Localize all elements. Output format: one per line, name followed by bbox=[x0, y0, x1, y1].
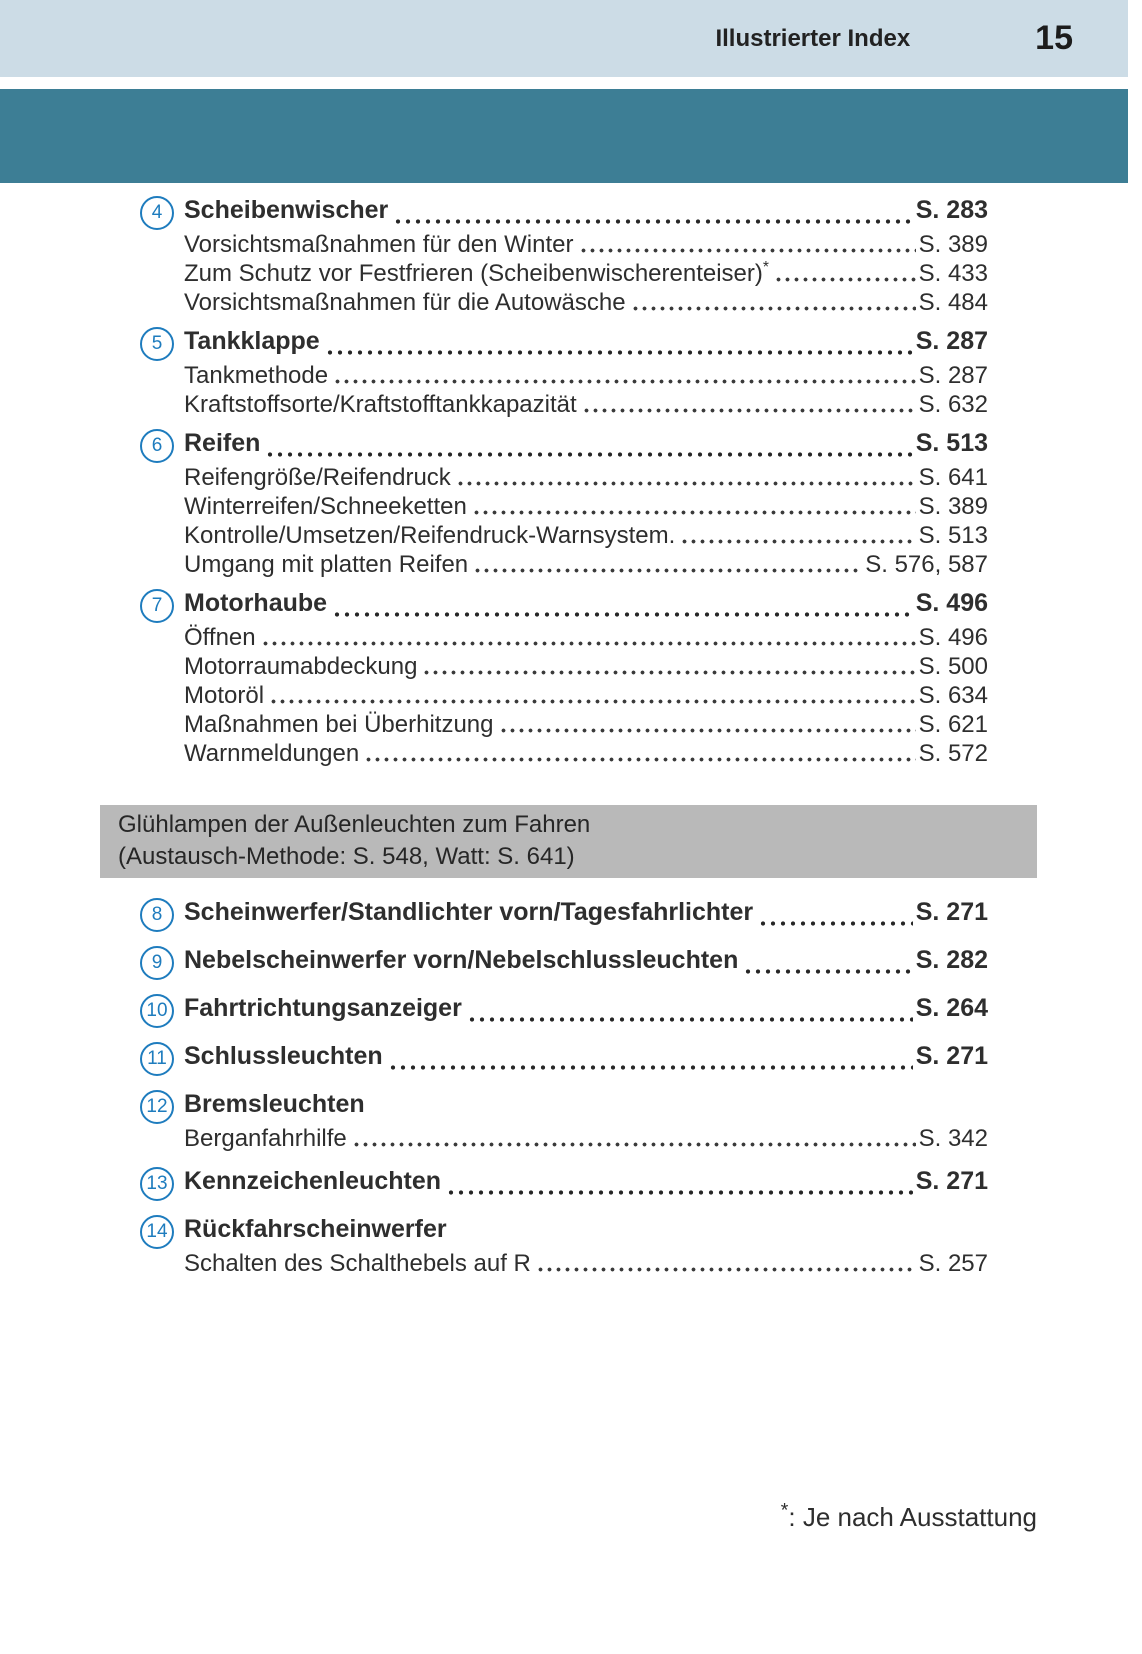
entry-label: Maßnahmen bei Überhitzung bbox=[184, 711, 494, 738]
entry-page-ref: S. 342 bbox=[918, 1125, 988, 1152]
entry-label: Scheinwerfer/Standlichter vorn/Tagesfahrlichter bbox=[184, 898, 754, 926]
dot-leader bbox=[393, 196, 912, 230]
bulb-note-line1: Glühlampen der Außenleuchten zum Fahren bbox=[118, 811, 591, 838]
index-subentry bbox=[140, 492, 988, 521]
index-item bbox=[140, 327, 988, 419]
index-list-top bbox=[140, 196, 988, 768]
entry-label: Reifengröße/Reifendruck bbox=[184, 464, 451, 491]
index-entry bbox=[140, 196, 988, 230]
entry-page-ref: S. 513 bbox=[915, 429, 988, 457]
entry-label: Zum Schutz vor Festfrieren (Scheibenwischerenteiser)* bbox=[184, 259, 769, 287]
dot-leader bbox=[388, 1042, 913, 1076]
index-subentry bbox=[140, 390, 988, 419]
dot-leader bbox=[472, 492, 916, 521]
index-entry bbox=[140, 1167, 988, 1201]
item-number-badge: 13 bbox=[140, 1167, 174, 1201]
dot-leader bbox=[325, 327, 913, 361]
entry-label: Schlussleuchten bbox=[184, 1042, 383, 1070]
entry-label: Motoröl bbox=[184, 682, 265, 709]
item-number-cell bbox=[140, 196, 184, 230]
entry-page-ref: S. 287 bbox=[918, 362, 988, 389]
equipment-footnote bbox=[780, 1499, 1037, 1533]
bulb-note-line2: (Austausch-Methode: S. 548, Watt: S. 641) bbox=[118, 843, 575, 870]
item-number-badge: 10 bbox=[140, 994, 174, 1028]
item-number-cell bbox=[140, 898, 184, 932]
item-number-badge: 14 bbox=[140, 1215, 174, 1249]
entry-label: Vorsichtsmaßnahmen für den Winter bbox=[184, 231, 574, 258]
item-number-cell bbox=[140, 1042, 184, 1076]
entry-page-ref: S. 257 bbox=[918, 1250, 988, 1277]
entry-label: Schalten des Schalthebels auf R bbox=[184, 1250, 531, 1277]
index-subentry bbox=[140, 739, 988, 768]
index-item bbox=[140, 429, 988, 579]
index-item bbox=[140, 898, 988, 932]
dot-leader bbox=[333, 361, 916, 390]
entry-label: Kraftstoffsorte/Kraftstofftankkapazität bbox=[184, 391, 577, 418]
index-subentry bbox=[140, 550, 988, 579]
index-subentry bbox=[140, 652, 988, 681]
item-number-cell bbox=[140, 946, 184, 980]
index-subentry bbox=[140, 230, 988, 259]
item-number-cell bbox=[140, 1090, 184, 1124]
index-item bbox=[140, 994, 988, 1028]
index-entry bbox=[140, 429, 988, 463]
dot-leader bbox=[582, 390, 916, 419]
dot-leader bbox=[456, 463, 916, 492]
entry-label: Warnmeldungen bbox=[184, 740, 360, 767]
index-subentry bbox=[140, 1124, 988, 1153]
footnote-asterisk: * bbox=[780, 1499, 789, 1522]
entry-label: Motorhaube bbox=[184, 589, 328, 617]
index-subentry bbox=[140, 288, 988, 317]
index-subentry bbox=[140, 623, 988, 652]
bulb-note-box bbox=[100, 805, 1037, 878]
index-subentry bbox=[140, 681, 988, 710]
entry-page-ref: S. 283 bbox=[915, 196, 988, 224]
item-number-badge: 4 bbox=[140, 196, 174, 230]
entry-page-ref: S. 282 bbox=[915, 946, 988, 974]
entry-page-ref: S. 513 bbox=[918, 522, 988, 549]
dot-leader bbox=[364, 739, 915, 768]
entry-label: Berganfahrhilfe bbox=[184, 1125, 347, 1152]
index-subentry bbox=[140, 259, 988, 288]
item-number-badge: 12 bbox=[140, 1090, 174, 1124]
header-page-number: 15 bbox=[1035, 19, 1073, 57]
index-subentry bbox=[140, 361, 988, 390]
index-entry bbox=[140, 327, 988, 361]
entry-label: Reifen bbox=[184, 429, 261, 457]
index-entry bbox=[140, 589, 988, 623]
item-number-cell bbox=[140, 994, 184, 1028]
item-number-cell bbox=[140, 1215, 184, 1249]
index-item bbox=[140, 1042, 988, 1076]
dot-leader bbox=[758, 898, 913, 932]
header-section-title: Illustrierter Index bbox=[715, 24, 911, 52]
entry-page-ref: S. 433 bbox=[918, 260, 988, 287]
index-item bbox=[140, 1215, 988, 1278]
index-entry bbox=[140, 994, 988, 1028]
item-number-badge: 5 bbox=[140, 327, 174, 361]
dot-leader bbox=[680, 521, 915, 550]
entry-page-ref: S. 264 bbox=[915, 994, 988, 1022]
dot-leader bbox=[536, 1249, 916, 1278]
entry-label: Kennzeichenleuchten bbox=[184, 1167, 441, 1195]
footnote-marker: * bbox=[762, 259, 769, 276]
dot-leader bbox=[332, 589, 913, 623]
entry-page-ref: S. 572 bbox=[918, 740, 988, 767]
index-subentry bbox=[140, 463, 988, 492]
entry-page-ref: S. 641 bbox=[918, 464, 988, 491]
item-number-badge: 11 bbox=[140, 1042, 174, 1076]
index-entry bbox=[140, 898, 988, 932]
item-number-cell bbox=[140, 589, 184, 623]
index-entry bbox=[140, 1215, 988, 1249]
index-entry bbox=[140, 1042, 988, 1076]
entry-page-ref: S. 484 bbox=[918, 289, 988, 316]
dot-leader bbox=[473, 550, 862, 579]
dot-leader bbox=[422, 652, 915, 681]
entry-page-ref: S. 621 bbox=[918, 711, 988, 738]
entry-label: Winterreifen/Schneeketten bbox=[184, 493, 467, 520]
index-item bbox=[140, 1167, 988, 1201]
chapter-color-band bbox=[0, 89, 1128, 183]
index-item bbox=[140, 946, 988, 980]
entry-page-ref: S. 271 bbox=[915, 898, 988, 926]
item-number-cell bbox=[140, 429, 184, 463]
entry-page-ref: S. 287 bbox=[915, 327, 988, 355]
dot-leader bbox=[467, 994, 913, 1028]
dot-leader bbox=[631, 288, 916, 317]
index-entry bbox=[140, 946, 988, 980]
entry-page-ref: S. 496 bbox=[918, 624, 988, 651]
dot-leader bbox=[579, 230, 916, 259]
item-number-badge: 9 bbox=[140, 946, 174, 980]
entry-label: Nebelscheinwerfer vorn/Nebelschlussleuchten bbox=[184, 946, 739, 974]
dot-leader bbox=[446, 1167, 913, 1201]
dot-leader bbox=[265, 429, 912, 463]
entry-label: Vorsichtsmaßnahmen für die Autowäsche bbox=[184, 289, 626, 316]
dot-leader bbox=[774, 259, 916, 288]
entry-label: Kontrolle/Umsetzen/Reifendruck-Warnsystem. bbox=[184, 522, 676, 549]
index-item bbox=[140, 589, 988, 768]
entry-label: Rückfahrscheinwerfer bbox=[184, 1215, 447, 1243]
dot-leader bbox=[352, 1124, 916, 1153]
entry-label: Bremsleuchten bbox=[184, 1090, 365, 1118]
index-list-bottom bbox=[140, 898, 988, 1278]
entry-label: Fahrtrichtungsanzeiger bbox=[184, 994, 462, 1022]
entry-page-ref: S. 500 bbox=[918, 653, 988, 680]
entry-label: Tankklappe bbox=[184, 327, 320, 355]
page-header-band bbox=[0, 0, 1128, 77]
entry-label: Tankmethode bbox=[184, 362, 329, 389]
dot-leader bbox=[261, 623, 916, 652]
entry-page-ref: S. 632 bbox=[918, 391, 988, 418]
item-number-cell bbox=[140, 1167, 184, 1201]
index-item bbox=[140, 1090, 988, 1153]
index-entry bbox=[140, 1090, 988, 1124]
entry-page-ref: S. 634 bbox=[918, 682, 988, 709]
dot-leader bbox=[269, 681, 916, 710]
entry-label: Umgang mit platten Reifen bbox=[184, 551, 469, 578]
dot-leader bbox=[499, 710, 916, 739]
entry-label: Scheibenwischer bbox=[184, 196, 389, 224]
entry-page-ref: S. 576, 587 bbox=[865, 551, 988, 578]
entry-page-ref: S. 271 bbox=[915, 1167, 988, 1195]
entry-page-ref: S. 389 bbox=[918, 493, 988, 520]
item-number-badge: 7 bbox=[140, 589, 174, 623]
index-item bbox=[140, 196, 988, 317]
entry-page-ref: S. 389 bbox=[918, 231, 988, 258]
index-subentry bbox=[140, 1249, 988, 1278]
item-number-cell bbox=[140, 327, 184, 361]
footnote-text: : Je nach Ausstattung bbox=[788, 1502, 1037, 1532]
item-number-badge: 8 bbox=[140, 898, 174, 932]
index-subentry bbox=[140, 521, 988, 550]
entry-label: Öffnen bbox=[184, 624, 256, 651]
index-subentry bbox=[140, 710, 988, 739]
entry-page-ref: S. 271 bbox=[915, 1042, 988, 1070]
entry-label: Motorraumabdeckung bbox=[184, 653, 418, 680]
dot-leader bbox=[743, 946, 912, 980]
item-number-badge: 6 bbox=[140, 429, 174, 463]
entry-page-ref: S. 496 bbox=[915, 589, 988, 617]
